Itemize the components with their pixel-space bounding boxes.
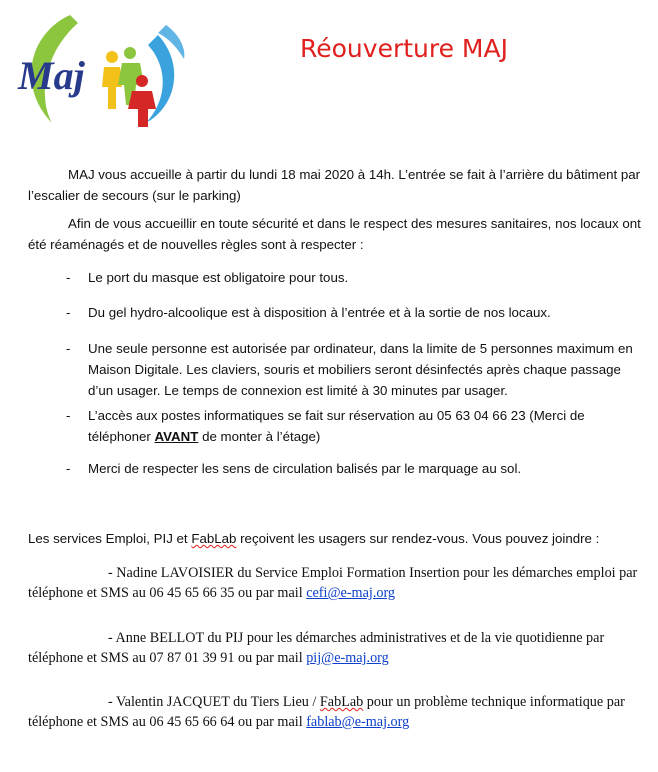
logo-yellow-head — [106, 51, 118, 63]
rule-item-circulation: - Merci de respecter les sens de circulation balisés par le marquage au sol. — [66, 461, 522, 476]
email-link-pij[interactable]: pij@e-maj.org — [306, 650, 389, 666]
logo-yellow-figure — [102, 67, 122, 109]
maj-logo — [8, 5, 198, 130]
page-title: Réouverture MAJ — [300, 34, 508, 63]
logo-red-figure — [128, 91, 156, 127]
logo-green-head — [124, 47, 136, 59]
rule-item-gel: - Du gel hydro-alcoolique est à disposition à l’entrée et à la sortie de nos locaux. — [66, 305, 551, 320]
services-lead: Les services Emploi, PIJ et FabLab reçoivent les usagers sur rendez-vous. Vous pouvez joindre : — [28, 531, 600, 546]
email-link-cefi[interactable]: cefi@e-maj.org — [306, 585, 396, 601]
intro-paragraph-2: Afin de vous accueillir en toute sécurité et dans le respect des mesures sanitaires, nos locaux ont été réaménagés et de nouvelles règles sont à respecter : — [28, 216, 641, 252]
rule-item-computers: - Une seule personne est autorisée par ordinateur, dans la limite de 5 personnes maximum en Maison Digitale. Les claviers, souris et mobiliers seront désinfectés après chaque passage d’un usager. Le temps de connexion est limité à 30 minutes par usager. — [66, 341, 633, 398]
rule-item-mask: - Le port du masque est obligatoire pour tous. — [66, 270, 349, 285]
logo-blue-swoosh — [146, 35, 174, 123]
contact-anne: - Anne BELLOT du PIJ pour les démarches administratives et de la vie quotidienne par téléphone et SMS au 07 87 01 39 91 ou par mail pij@e-maj.org — [28, 630, 605, 666]
logo-red-head — [136, 75, 148, 87]
logo-text: Maj — [18, 53, 85, 98]
rule-item-reservation: - L’accès aux postes informatiques se fait sur réservation au 05 63 04 66 23 (Merci de téléphoner AVANT de monter à l’étage) — [66, 408, 585, 444]
emphasis-avant: AVANT — [154, 429, 199, 444]
contact-valentin: - Valentin JACQUET du Tiers Lieu / FabLab pour un problème technique informatique par téléphone et SMS au 06 45 65 66 64 ou par mail fablab@e-maj.org — [28, 694, 625, 730]
contact-nadine: - Nadine LAVOISIER du Service Emploi Formation Insertion pour les démarches emploi par téléphone et SMS au 06 45 65 66 35 ou par mail cefi@e-maj.org — [28, 565, 638, 601]
email-link-fablab[interactable]: fablab@e-maj.org — [306, 714, 410, 730]
intro-paragraph-1: MAJ vous accueille à partir du lundi 18 mai 2020 à 14h. L’entrée se fait à l’arrière du bâtiment par l’escalier de secours (sur le parking) — [28, 167, 641, 203]
